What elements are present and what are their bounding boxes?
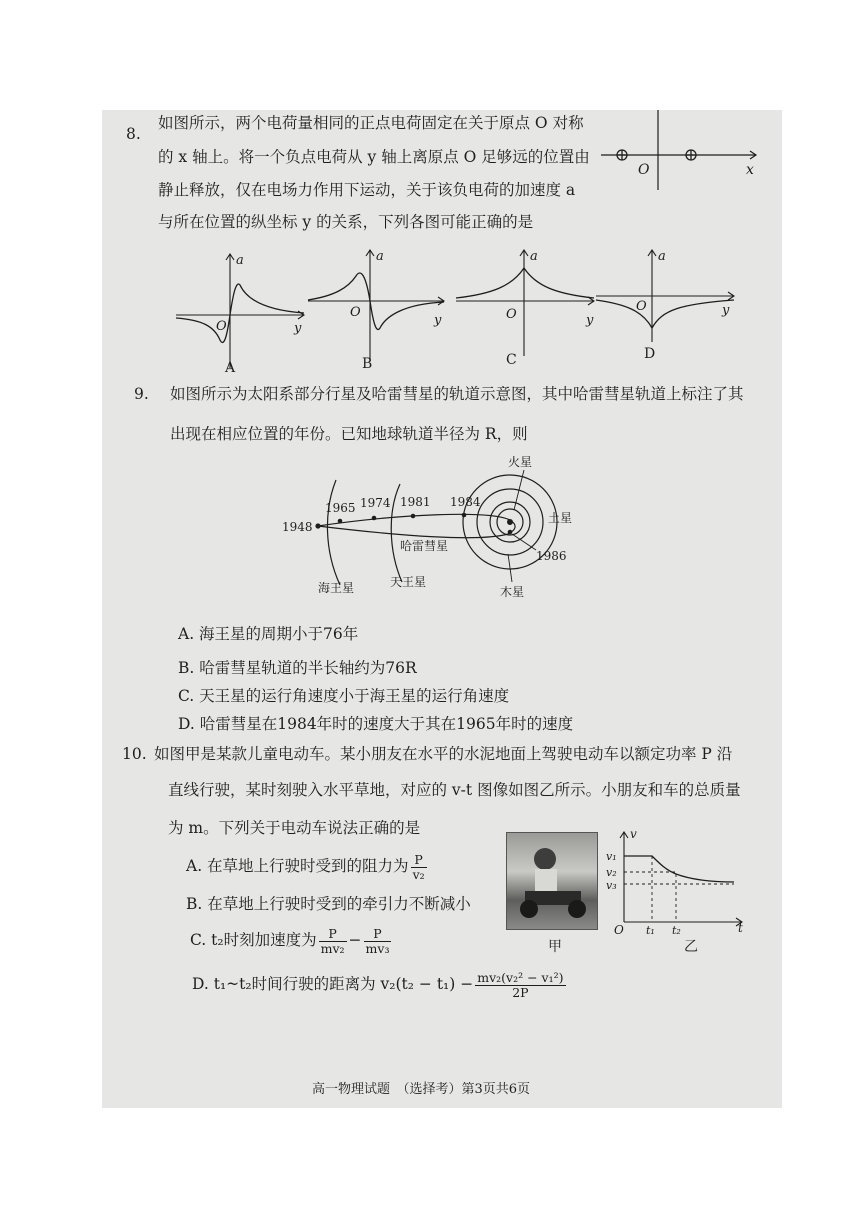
v3-label: v₃: [606, 879, 617, 892]
v1-label: v₁: [606, 850, 617, 863]
comet-position-1981: [411, 514, 416, 519]
q8-graph-d: [592, 246, 742, 361]
origin-label: O: [506, 307, 517, 322]
v-axis-label: v: [630, 827, 637, 841]
t-axis-label: t: [738, 921, 743, 935]
option-label: C: [506, 352, 517, 368]
halley-orbit: [318, 514, 515, 537]
q10-line-1: 如图甲是某款儿童电动车。某小朋友在水平的水泥地面上驾驶电动车以额定功率 P 沿: [154, 745, 733, 763]
q10-line-2: 直线行驶，某时刻驶入水平草地，对应的 v-t 图像如图乙所示。小朋友和车的总质量: [168, 781, 741, 799]
q8-line-3: 静止释放，仅在电场力作用下运动，关于该负电荷的加速度 a: [158, 181, 576, 199]
fraction: $\frac{P}{\text{v₂}}$: [412, 851, 425, 882]
neptune-orbit: [327, 480, 340, 585]
q9-line-2: 出现在相应位置的年份。已知地球轨道半径为 R，则: [170, 425, 528, 443]
q9-number: 9.: [134, 385, 149, 403]
t1-label: t₁: [646, 924, 655, 936]
origin-label: O: [350, 305, 361, 320]
q8-graph-b: [304, 246, 452, 371]
photo-caption: 甲: [548, 939, 562, 955]
year-label: 1965: [325, 501, 356, 515]
year-label: 1986: [536, 549, 567, 563]
q10-option-a: A. 在草地上行驶时受到的阻力为 $\frac{P}{\text{v₂}}$: [186, 851, 425, 882]
q8-line-2: 的 x 轴上。将一个负点电荷从 y 轴上离原点 O 足够远的位置由: [158, 148, 590, 166]
uranus-label: 天王星: [390, 575, 427, 589]
q9-orbit-figure: [280, 450, 580, 610]
q9-option-b: B. 哈雷彗星轨道的半长轴约为76R: [178, 659, 417, 677]
comet-position-1974: [372, 516, 377, 521]
halley-label: 哈雷彗星: [400, 539, 449, 553]
a-axis-label: a: [658, 249, 666, 264]
origin-label: O: [216, 319, 227, 334]
vt-curve: [624, 856, 734, 882]
year-label: 1981: [400, 495, 431, 509]
comet-position-1984: [462, 513, 467, 518]
a-axis-label: a: [236, 253, 244, 268]
q9-line-1: 如图所示为太阳系部分行星及哈雷彗星的轨道示意图，其中哈雷彗星轨道上标注了其: [170, 385, 744, 403]
sun-icon: [507, 519, 513, 525]
electric-car-photo: [506, 832, 598, 930]
origin-label: O: [614, 923, 624, 936]
q8-graph-c: [452, 246, 602, 371]
saturn-label: 土星: [548, 511, 573, 525]
q9-option-d: D. 哈雷彗星在1984年时的速度大于其在1965年时的速度: [178, 715, 574, 733]
q10-number: 10.: [122, 745, 147, 763]
q8-charge-figure: [596, 110, 766, 190]
q8-number: 8.: [126, 125, 141, 143]
option-label: D: [644, 346, 656, 361]
comet-position-1965: [338, 519, 343, 524]
option-label: A: [225, 360, 236, 375]
v2-label: v₂: [606, 866, 617, 879]
a-axis-label: a: [530, 249, 538, 264]
page-footer: 高一物理试题 （选择考）第3页共6页: [312, 1082, 531, 1097]
option-label: B: [362, 356, 373, 371]
graph-caption: 乙: [684, 939, 698, 955]
graph-curve: [176, 284, 304, 342]
origin-label: O: [636, 299, 647, 314]
q10-option-c: C. t₂时刻加速度为 $\frac{P}{\text{mv₂}}$ − $\frac{P}{\text{mv₃}}$: [190, 925, 390, 956]
q9-option-a: A. 海王星的周期小于76年: [178, 625, 359, 643]
comet-position-1986: [508, 530, 513, 535]
mars-label: 火星: [508, 455, 533, 469]
q10-line-3: 为 m。下列关于电动车说法正确的是: [168, 819, 421, 837]
year-label: 1974: [360, 496, 391, 510]
q10-option-d: D. t₁~t₂时间行驶的距离为 v₂(t₂ − t₁) − $\frac{\text{mv₂(v₂² − v₁²)}}{2P}$: [192, 969, 564, 1000]
neptune-label: 海王星: [318, 581, 355, 595]
a-axis-label: a: [376, 249, 384, 264]
graph-curve: [456, 268, 594, 298]
q8-graph-a: [172, 250, 312, 375]
origin-label: O: [638, 162, 650, 178]
q8-line-1: 如图所示，两个电荷量相同的正点电荷固定在关于原点 O 对称: [158, 114, 584, 132]
y-axis-label: y: [434, 313, 442, 328]
year-label: 1984: [450, 495, 481, 509]
graph-curve: [596, 300, 734, 328]
q8-line-4: 与所在位置的纵坐标 y 的关系，下列各图可能正确的是: [158, 213, 534, 231]
t2-label: t₂: [672, 924, 681, 936]
year-label: 1948: [282, 520, 313, 534]
q10-vt-graph: [602, 826, 752, 936]
x-axis-label: x: [746, 162, 754, 178]
y-axis-label: y: [294, 321, 302, 336]
y-axis-label: y: [586, 313, 594, 328]
q9-option-c: C. 天王星的运行角速度小于海王星的运行角速度: [178, 687, 510, 705]
q10-option-b: B. 在草地上行驶时受到的牵引力不断减小: [186, 895, 471, 913]
jupiter-label: 木星: [500, 585, 525, 599]
comet-position-1948: [315, 523, 320, 528]
y-axis-label: y: [722, 303, 730, 318]
